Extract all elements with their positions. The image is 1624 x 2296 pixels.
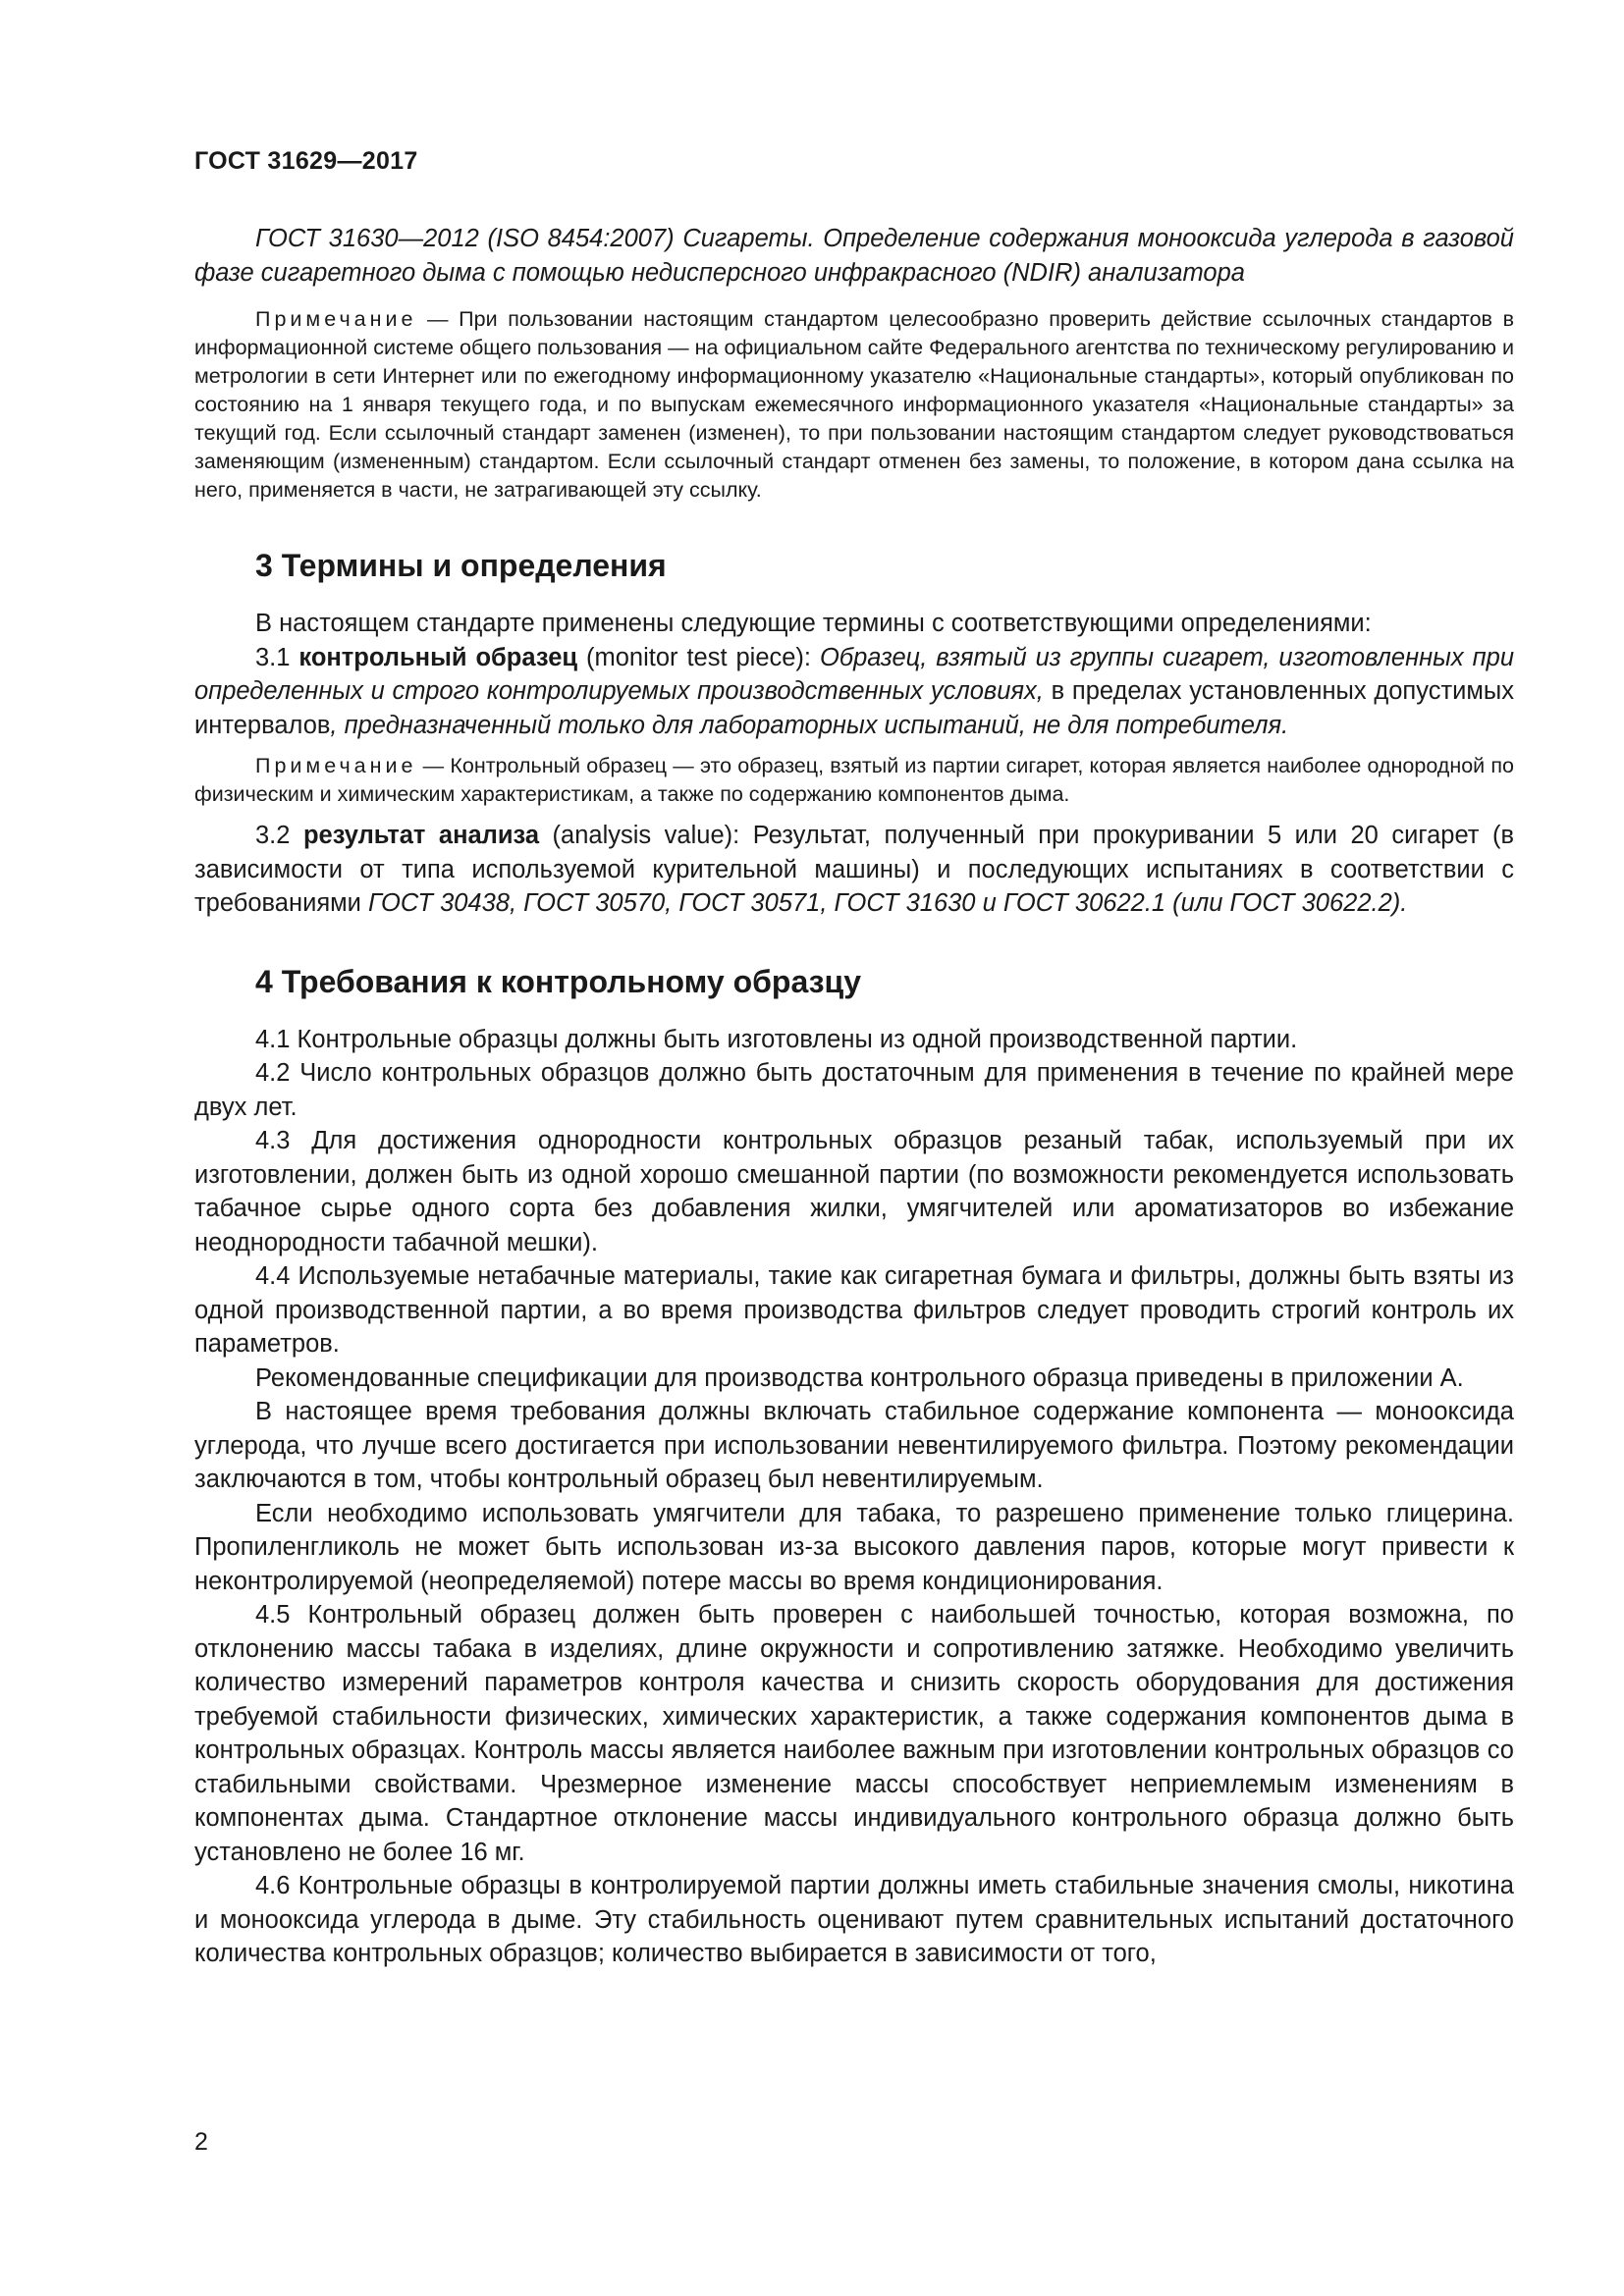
term-definition-3-2: 3.2 результат анализа (analysis value): Результат, полученный при прокуривании 5 или 20 сигарет (в зависимости от типа используемой курительной машины) и последующих испытаниях в соответствии с требованиями ГОСТ 30438, ГОСТ 30570, ГОСТ 30571, ГОСТ 31630 и ГОСТ 30622.1 (или ГОСТ 30622.2).: [194, 822, 1514, 917]
note-label: Примечание: [255, 307, 417, 331]
document-body: [194, 222, 1514, 1971]
note-label: Примечание: [255, 754, 417, 777]
page-number: 2: [194, 2128, 208, 2156]
paragraph-requirements-co: В настоящее время требования должны включать стабильное содержание компонента — монооксида углерода, что лучше всего достигается при использовании невентилируемого фильтра. Поэтому рекомендации заключаются в том, чтобы контрольный образец был невентилируемым.: [194, 1398, 1514, 1493]
paragraph-humectants: Если необходимо использовать умягчители для табака, то разрешено применение только глицерина. Пропиленгликоль не может быть использован из-за высокого давления паров, которые могут привести к неконтролируемой (неопределяемой) потере массы во время кондиционирования.: [194, 1499, 1514, 1595]
section-3-intro: В настоящем стандарте применены следующие термины с соответствующими определениями:: [255, 610, 1372, 637]
paragraph-4-3: 4.3 Для достижения однородности контрольных образцов резаный табак, используемый при их изготовлении, должен быть из одной хорошо смешанной партии (по возможности рекомендуется использовать табачное сырье одного сорта без добавления жилки, умягчителей или ароматизаторов во избежание неоднородности табачной мешки).: [194, 1127, 1514, 1256]
note-references: Примечание — При пользовании настоящим стандартом целесообразно проверить действие ссылочных стандартов в информационной системе общего пользования — на официальном сайте Федерального агентства по техническому регулированию и метрологии в сети Интернет или по ежегодному информационному указателю «Национальные стандарты», который опубликован по состоянию на 1 января текущего года, и по выпускам ежемесячного информационного указателя «Национальные стандарты» за текущий год. Если ссылочный стандарт заменен (изменен), то при пользовании настоящим стандартом следует руководствоваться заменяющим (измененным) стандартом. Если ссылочный стандарт отменен без замены, то положение, в котором дана ссылка на него, применяется в части, не затрагивающей эту ссылку.: [194, 307, 1514, 502]
paragraph-4-6: 4.6 Контрольные образцы в контролируемой партии должны иметь стабильные значения смолы, никотина и монооксида углерода в дыме. Эту стабильность оценивают путем сравнительных испытаний достаточного количества контрольных образцов; количество выбирается в зависимости от того,: [194, 1872, 1514, 1967]
paragraph-4-4: 4.4 Используемые нетабачные материалы, такие как сигаретная бумага и фильтры, должны быть взяты из одной производственной партии, а во время производства фильтров следует проводить строгий контроль их параметров.: [194, 1262, 1514, 1358]
note-term: Примечание — Контрольный образец — это образец, взятый из партии сигарет, которая является наиболее однородной по физическим и химическим характеристикам, а также по содержанию компонентов дыма.: [194, 754, 1514, 806]
paragraph-4-5: 4.5 Контрольный образец должен быть проверен с наибольшей точностью, которая возможна, по отклонению массы табака в изделиях, длине окружности и сопротивлению затяжке. Необходимо увеличить количество измерений параметров контроля качества и снизить скорость оборудования для достижения требуемой стабильности физических, химических характеристик, а также содержания компонентов дыма в контрольных образцах. Контроль массы является наиболее важным при изготовлении контрольных образцов со стабильными свойствами. Чрезмерное изменение массы способствует неприемлемым изменениям в компонентах дыма. Стандартное отклонение массы индивидуального контрольного образца должно быть установлено не более 16 мг.: [194, 1601, 1514, 1866]
section-heading-4: 4 Требования к контрольному образцу: [255, 963, 862, 999]
paragraph-4-2: 4.2 Число контрольных образцов должно быть достаточным для применения в течение по крайней мере двух лет.: [194, 1059, 1514, 1121]
document-header: ГОСТ 31629—2017: [194, 147, 418, 175]
term-name: результат анализа: [302, 822, 540, 849]
note-text: При пользовании настоящим стандартом целесообразно проверить действие ссылочных стандартов в информационной системе общего пользования — на официальном сайте Федерального агентства по техническому регулированию и метрологии в сети Интернет или по ежегодному информационному указателю «Национальные стандарты», который опубликован по состоянию на 1 января текущего года, и по выпускам ежемесячного информационного указателя «Национальные стандарты» за текущий год. Если ссылочный стандарт заменен (изменен), то при пользовании настоящим стандартом следует руководствоваться заменяющим (измененным) стандартом. Если ссылочный стандарт отменен без замены, то положение, в котором дана ссылка на него, применяется в части, не затрагивающей эту ссылку.: [194, 307, 1514, 502]
reference-item: ГОСТ 31630—2012 (ISO 8454:2007) Сигареты. Определение содержания монооксида углерода в газовой фазе сигаретного дыма с помощью недисперсного инфракрасного (NDIR) анализатора: [194, 225, 1514, 287]
term-definition-3-1: 3.1 контрольный образец (monitor test piece): Образец, взятый из группы сигарет, изготовленных при определенных и строго контролируемых производственных условиях, в пределах установленных допустимых интервалов, предназначенный только для лабораторных испытаний, не для потребителя.: [194, 643, 1515, 739]
term-name: контрольный образец: [298, 643, 578, 671]
section-heading-3: 3 Термины и определения: [255, 548, 667, 583]
paragraph-4-1: 4.1 Контрольные образцы должны быть изготовлены из одной производственной партии.: [255, 1025, 1298, 1053]
paragraph-recommended-specs: Рекомендованные спецификации для производства контрольного образца приведены в приложении А.: [255, 1363, 1464, 1392]
note-text: Контрольный образец — это образец, взятый из партии сигарет, которая является наиболее однородной по физическим и химическим характеристикам, а также по содержанию компонентов дыма.: [194, 754, 1514, 806]
